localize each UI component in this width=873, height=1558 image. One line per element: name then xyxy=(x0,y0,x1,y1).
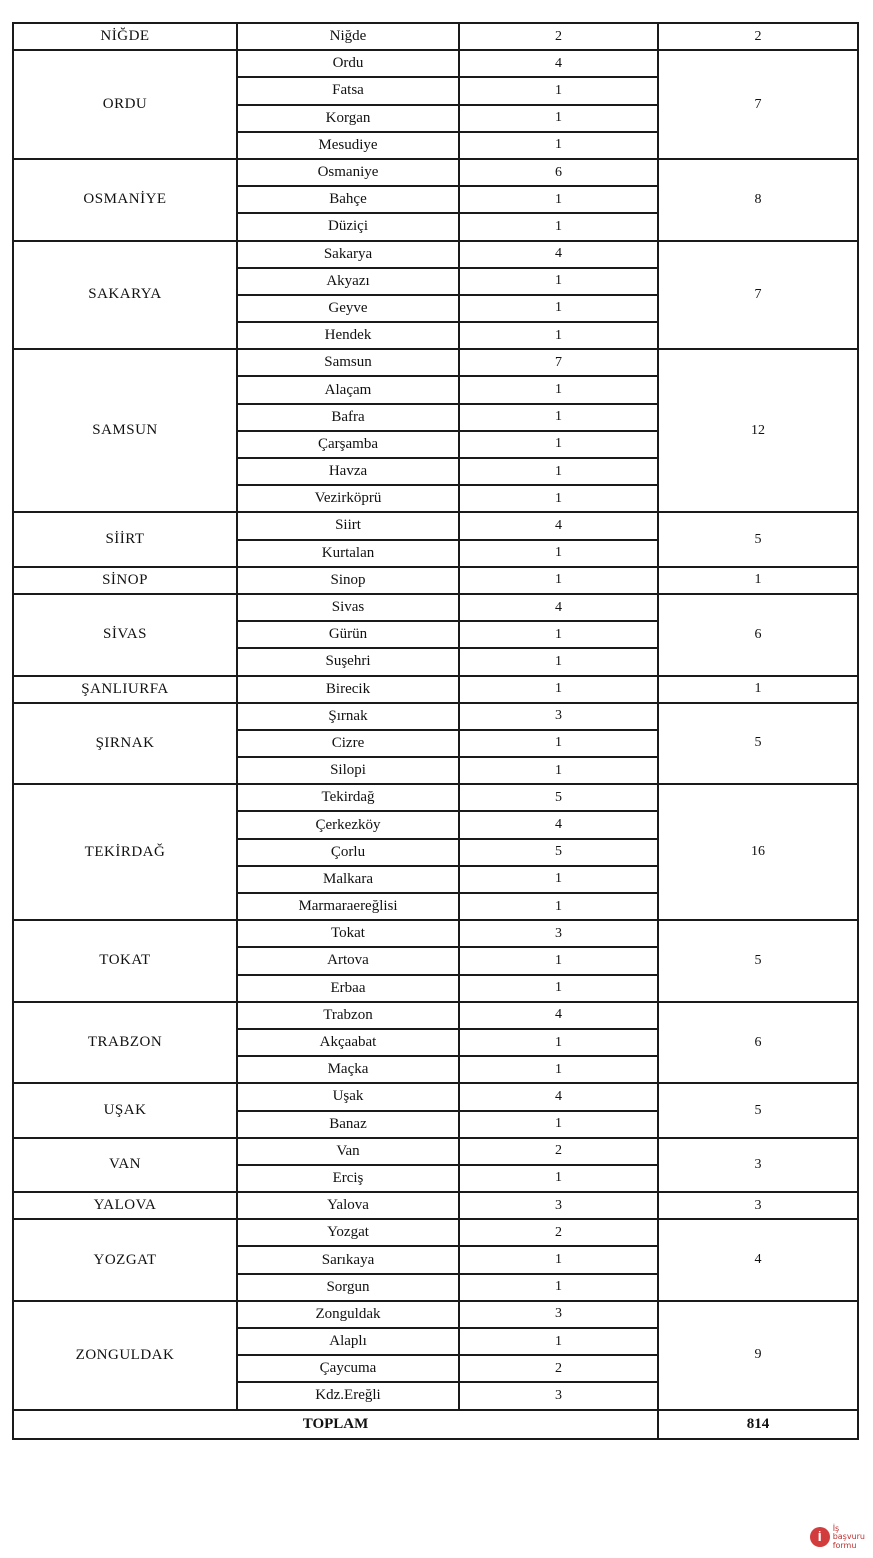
province-total-cell: 1 xyxy=(658,676,858,703)
province-total-cell: 3 xyxy=(658,1138,858,1192)
total-label: TOPLAM xyxy=(13,1410,658,1439)
province-total-cell: 7 xyxy=(658,241,858,350)
province-cell: SİNOP xyxy=(13,567,237,594)
province-total-cell: 8 xyxy=(658,159,858,241)
district-cell: Maçka xyxy=(237,1056,459,1083)
district-count-cell: 2 xyxy=(459,23,658,50)
district-cell: Hendek xyxy=(237,322,459,349)
district-count-cell: 1 xyxy=(459,132,658,159)
district-count-cell: 6 xyxy=(459,159,658,186)
district-count-cell: 3 xyxy=(459,1192,658,1219)
province-total-cell: 16 xyxy=(658,784,858,920)
table-row xyxy=(13,23,858,50)
province-cell: YOZGAT xyxy=(13,1219,237,1301)
province-total-cell: 5 xyxy=(658,512,858,566)
province-cell: NİĞDE xyxy=(13,23,237,50)
table-row xyxy=(13,50,858,77)
district-cell: Sinop xyxy=(237,567,459,594)
district-cell: Alaplı xyxy=(237,1328,459,1355)
province-cell: SİİRT xyxy=(13,512,237,566)
district-cell: Sivas xyxy=(237,594,459,621)
district-cell: Çarşamba xyxy=(237,431,459,458)
district-count-cell: 3 xyxy=(459,1301,658,1328)
watermark-line: formu xyxy=(832,1540,857,1550)
district-cell: Çaycuma xyxy=(237,1355,459,1382)
district-cell: Yozgat xyxy=(237,1219,459,1246)
district-count-cell: 1 xyxy=(459,540,658,567)
district-count-cell: 1 xyxy=(459,730,658,757)
district-count-cell: 2 xyxy=(459,1219,658,1246)
province-total-cell: 6 xyxy=(658,594,858,676)
district-cell: Silopi xyxy=(237,757,459,784)
district-cell: Birecik xyxy=(237,676,459,703)
province-total-cell: 5 xyxy=(658,920,858,1002)
province-total-cell: 5 xyxy=(658,1083,858,1137)
district-cell: Erbaa xyxy=(237,975,459,1002)
district-count-cell: 1 xyxy=(459,621,658,648)
table-row xyxy=(13,1083,858,1110)
district-count-cell: 1 xyxy=(459,1056,658,1083)
district-cell: Osmaniye xyxy=(237,159,459,186)
province-cell: ORDU xyxy=(13,50,237,159)
district-count-cell: 5 xyxy=(459,839,658,866)
district-count-cell: 1 xyxy=(459,1165,658,1192)
province-cell: TRABZON xyxy=(13,1002,237,1084)
district-cell: Mesudiye xyxy=(237,132,459,159)
district-cell: Vezirköprü xyxy=(237,485,459,512)
district-count-cell: 3 xyxy=(459,1382,658,1409)
district-count-cell: 1 xyxy=(459,975,658,1002)
province-cell: ŞIRNAK xyxy=(13,703,237,785)
district-cell: Suşehri xyxy=(237,648,459,675)
province-cell: SAKARYA xyxy=(13,241,237,350)
district-count-cell: 2 xyxy=(459,1355,658,1382)
district-count-cell: 1 xyxy=(459,1246,658,1273)
district-count-cell: 5 xyxy=(459,784,658,811)
province-total-cell: 6 xyxy=(658,1002,858,1084)
table-row xyxy=(13,349,858,376)
province-cell: UŞAK xyxy=(13,1083,237,1137)
province-total-cell: 4 xyxy=(658,1219,858,1301)
table-row xyxy=(13,159,858,186)
district-cell: Çerkezköy xyxy=(237,811,459,838)
district-count-cell: 2 xyxy=(459,1138,658,1165)
province-total-cell: 9 xyxy=(658,1301,858,1410)
district-cell: Kurtalan xyxy=(237,540,459,567)
province-cell: YALOVA xyxy=(13,1192,237,1219)
province-total-cell: 7 xyxy=(658,50,858,159)
district-cell: Korgan xyxy=(237,105,459,132)
district-cell: Trabzon xyxy=(237,1002,459,1029)
district-count-cell: 1 xyxy=(459,893,658,920)
district-cell: Sorgun xyxy=(237,1274,459,1301)
district-cell: Malkara xyxy=(237,866,459,893)
province-cell: ŞANLIURFA xyxy=(13,676,237,703)
province-cell: VAN xyxy=(13,1138,237,1192)
table-row xyxy=(13,594,858,621)
district-cell: Artova xyxy=(237,947,459,974)
district-count-cell: 1 xyxy=(459,1111,658,1138)
district-count-cell: 1 xyxy=(459,1029,658,1056)
grand-total-value: 814 xyxy=(658,1410,858,1439)
table-row xyxy=(13,512,858,539)
province-cell: TOKAT xyxy=(13,920,237,1002)
district-cell: Marmaraereğlisi xyxy=(237,893,459,920)
district-count-cell: 1 xyxy=(459,1274,658,1301)
district-cell: Düziçi xyxy=(237,213,459,240)
district-count-cell: 4 xyxy=(459,1083,658,1110)
district-count-cell: 1 xyxy=(459,431,658,458)
province-cell: ZONGULDAK xyxy=(13,1301,237,1410)
district-count-cell: 4 xyxy=(459,50,658,77)
table-row xyxy=(13,920,858,947)
table-row xyxy=(13,241,858,268)
province-cell: SİVAS xyxy=(13,594,237,676)
table-row xyxy=(13,784,858,811)
province-total-cell: 1 xyxy=(658,567,858,594)
table-row xyxy=(13,567,858,594)
district-cell: Kdz.Ereğli xyxy=(237,1382,459,1409)
district-count-cell: 1 xyxy=(459,567,658,594)
province-total-cell: 12 xyxy=(658,349,858,512)
district-cell: Niğde xyxy=(237,23,459,50)
district-count-cell: 3 xyxy=(459,920,658,947)
district-count-cell: 1 xyxy=(459,268,658,295)
district-count-cell: 1 xyxy=(459,485,658,512)
district-cell: Çorlu xyxy=(237,839,459,866)
district-cell: Zonguldak xyxy=(237,1301,459,1328)
district-cell: Uşak xyxy=(237,1083,459,1110)
table-row xyxy=(13,1219,858,1246)
district-cell: Samsun xyxy=(237,349,459,376)
district-count-cell: 1 xyxy=(459,757,658,784)
district-count-cell: 1 xyxy=(459,676,658,703)
district-cell: Fatsa xyxy=(237,77,459,104)
province-total-cell: 2 xyxy=(658,23,858,50)
table-row xyxy=(13,1301,858,1328)
district-count-cell: 7 xyxy=(459,349,658,376)
district-cell: Geyve xyxy=(237,295,459,322)
province-cell: TEKİRDAĞ xyxy=(13,784,237,920)
district-count-cell: 1 xyxy=(459,404,658,431)
table-row xyxy=(13,676,858,703)
district-cell: Ordu xyxy=(237,50,459,77)
district-count-cell: 1 xyxy=(459,947,658,974)
district-count-cell: 1 xyxy=(459,458,658,485)
table-row xyxy=(13,1002,858,1029)
district-cell: Van xyxy=(237,1138,459,1165)
province-cell: SAMSUN xyxy=(13,349,237,512)
district-cell: Bahçe xyxy=(237,186,459,213)
district-count-table xyxy=(12,22,859,1440)
district-cell: Tokat xyxy=(237,920,459,947)
district-count-cell: 1 xyxy=(459,322,658,349)
district-count-cell: 4 xyxy=(459,1002,658,1029)
district-count-cell: 1 xyxy=(459,213,658,240)
district-count-cell: 1 xyxy=(459,295,658,322)
district-count-cell: 3 xyxy=(459,703,658,730)
watermark-line: İş xyxy=(832,1523,840,1533)
district-cell: Tekirdağ xyxy=(237,784,459,811)
table-row xyxy=(13,1192,858,1219)
district-cell: Sakarya xyxy=(237,241,459,268)
table-body xyxy=(13,23,858,1439)
district-cell: Sarıkaya xyxy=(237,1246,459,1273)
district-count-cell: 1 xyxy=(459,648,658,675)
watermark xyxy=(810,1525,865,1550)
district-cell: Siirt xyxy=(237,512,459,539)
district-count-cell: 1 xyxy=(459,866,658,893)
district-count-cell: 4 xyxy=(459,811,658,838)
district-cell: Gürün xyxy=(237,621,459,648)
district-count-cell: 4 xyxy=(459,594,658,621)
district-count-cell: 1 xyxy=(459,1328,658,1355)
district-count-cell: 1 xyxy=(459,105,658,132)
district-cell: Havza xyxy=(237,458,459,485)
total-row xyxy=(13,1410,858,1439)
district-count-cell: 1 xyxy=(459,376,658,403)
district-cell: Şırnak xyxy=(237,703,459,730)
district-cell: Banaz xyxy=(237,1111,459,1138)
province-total-cell: 5 xyxy=(658,703,858,785)
watermark-logo-icon: İ xyxy=(810,1527,830,1547)
district-count-cell: 4 xyxy=(459,241,658,268)
district-cell: Bafra xyxy=(237,404,459,431)
table-row xyxy=(13,703,858,730)
watermark-text xyxy=(833,1525,865,1550)
province-total-cell: 3 xyxy=(658,1192,858,1219)
district-cell: Erciş xyxy=(237,1165,459,1192)
district-cell: Cizre xyxy=(237,730,459,757)
district-cell: Alaçam xyxy=(237,376,459,403)
district-cell: Akyazı xyxy=(237,268,459,295)
watermark-line: başvuru xyxy=(832,1532,865,1542)
district-cell: Yalova xyxy=(237,1192,459,1219)
table-row xyxy=(13,1138,858,1165)
district-count-cell: 4 xyxy=(459,512,658,539)
district-cell: Akçaabat xyxy=(237,1029,459,1056)
province-cell: OSMANİYE xyxy=(13,159,237,241)
district-count-cell: 1 xyxy=(459,186,658,213)
district-count-cell: 1 xyxy=(459,77,658,104)
